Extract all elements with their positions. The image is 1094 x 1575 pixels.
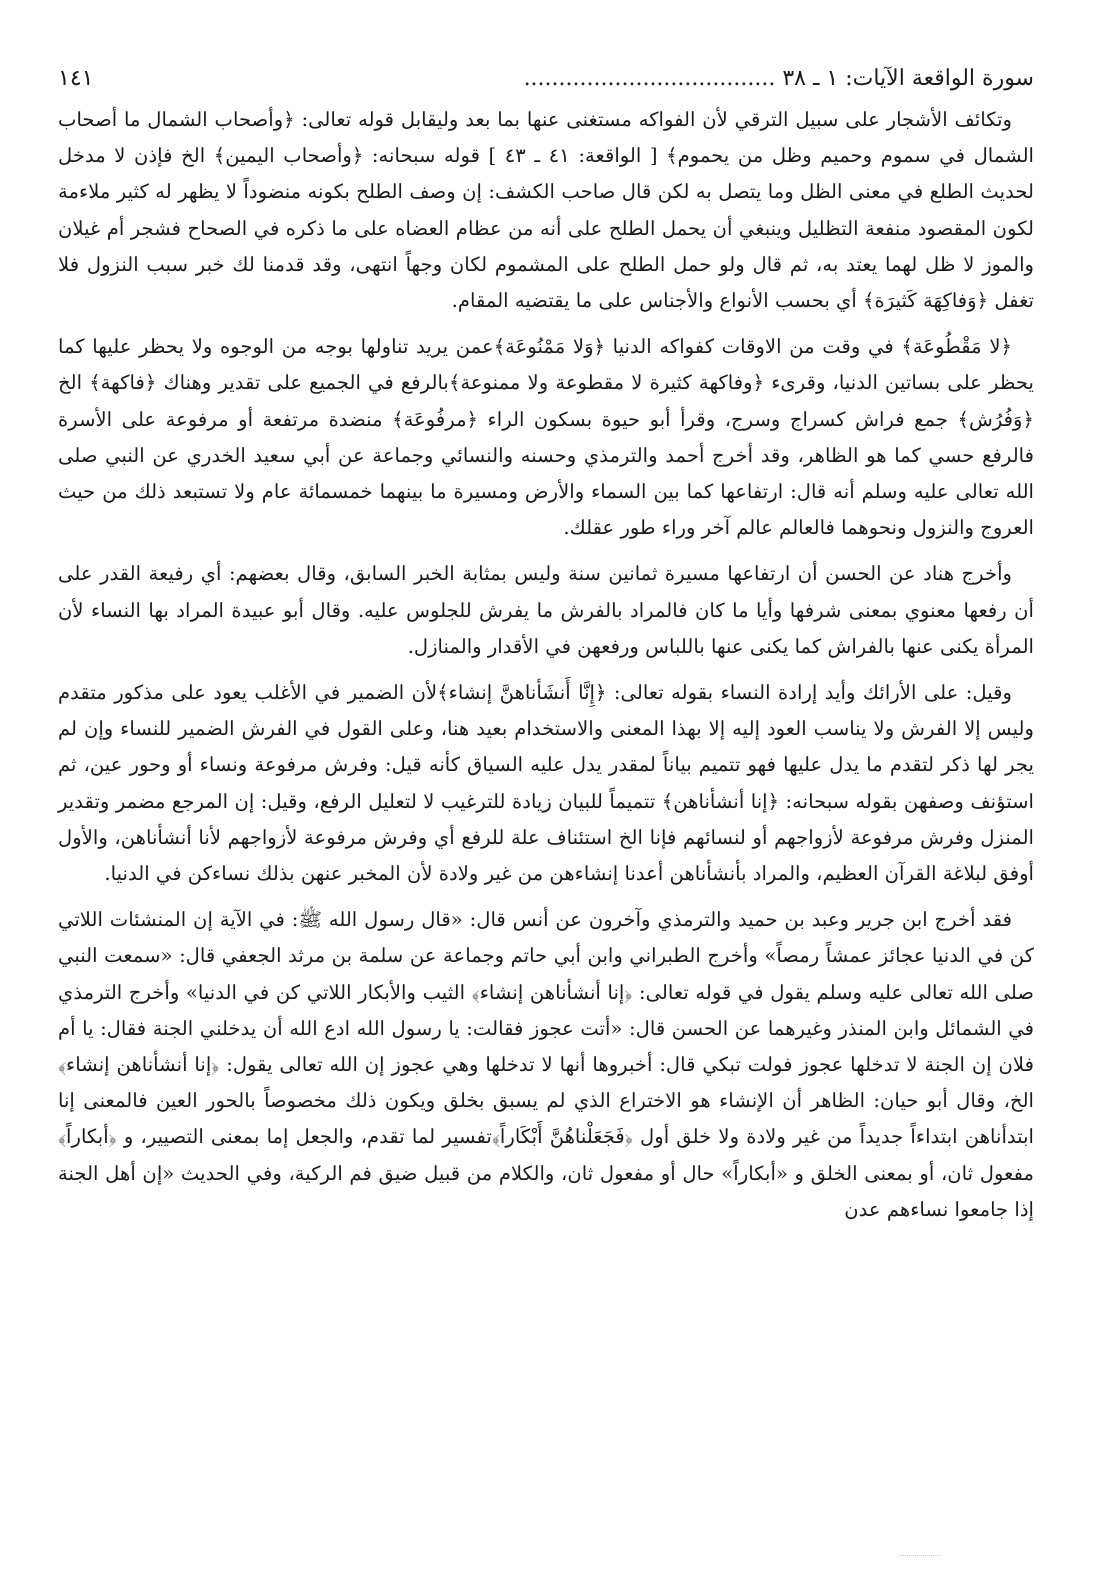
paragraph-4: وقيل: على الأرائك وأيد إرادة النساء بقوله تعالى: ﴿إِنَّا أَنشَأناهنَّ إنشاء﴾لأن الضمير في الأغلب يعود على مذكور متقدم وليس إلا الفرش ولا يناسب العود إليه إلا بهذا المعنى والاستخدام بعيد هنا، وعلى القول في الفرش الضمير للنساء وإن لم يجر لها ذكر لتقدم ما يدل عليها فهو تتميم بياناً لمقدر يدل عليه السياق كأنه قيل: وفرش مرفوعة ونساء أو وحور عين، ثم استؤنف وصفهن بقوله سبحانه: ﴿إنا أنشأناهن﴾ تتميماً للبيان زيادة للترغيب لا لتعليل الرفع، وقيل: إن المرجع مضمر وتقدير المنزل وفرش مرفوعة لأزواجهم أو لنسائهم فإنا الخ استئناف علة للرفع أي وفرش مرفوعة لأزواجهم لأنا أنشأناهن، والأول أوفق لبلاغة القرآن العظيم، والمراد بأنشأناهن أعدنا إنشاءهن من غير ولادة لأن المخبر عنهن بذلك نساءكن في الدنيا.	[58, 681, 1034, 886]
paragraph-gap	[58, 892, 1034, 902]
paragraph-gap	[58, 319, 1034, 329]
paragraph-2: ﴿لا مَقْطُوعَة﴾ في وقت من الاوقات كفواكه الدنيا ﴿وَلا مَمْنُوعَة﴾عمن يريد تناولها بوجه من الوجوه ولا يحظر عليها كما يحظر على بساتين الدنيا، وقرىء ﴿وفاكهة كثيرة لا مقطوعة ولا ممنوعة﴾بالرفع في الجميع على تقدير وهناك ﴿فاكهة﴾ الخ ﴿وَفُرُش﴾ جمع فراش كسراج وسرج، وقرأ أبو حيوة بسكون الراء ﴿مرفُوعَة﴾ منضدة مرتفعة أو مرفوعة على الأسرة فالرفع حسي كما هو الظاهر، وقد أخرج أحمد والترمذي وحسنه والنسائي وجماعة عن أبي سعيد الخدري عن النبي صلى الله تعالى عليه وسلم أنه قال: ارتفاعها كما بين السماء والأرض ومسيرة ما بينهما خمسمائة عام ولا تستبعد ذلك من حيث العروج والنزول ونحوهما فالعالم عالم آخر وراء طور عقلك.	[58, 335, 1034, 540]
page-number: ١٤١	[58, 66, 94, 91]
leader-dots: ....................................	[523, 66, 776, 91]
paragraph-gap	[58, 665, 1034, 675]
paragraph-3: وأخرج هناد عن الحسن أن ارتفاعها مسيرة ثمانين سنة وليس بمثابة الخبر السابق، وقال بعضهم: أي رفيعة القدر على أن رفعها معنوي بمعنى شرفها وأيا ما كان فالمراد بالفرش ما يفرش للجلوس عليه. وقال أبو عبيدة المراد بها النساء لأن المرأة يكنى عنها بالفراش كما يكنى عنها باللباس ورفعهن في الأقدار والمنازل.	[58, 562, 1034, 658]
scan-artifact	[900, 1555, 940, 1560]
paragraph-1: وتكائف الأشجار على سبيل الترقي لأن الفواكه مستغنى عنها بما بعد وليقابل قوله تعالى: ﴿وأصحاب الشمال ما أصحاب الشمال في سموم وحميم وظل من يحموم﴾ [ الواقعة: ٤١ ـ ٤٣ ] قوله سبحانه: ﴿وأصحاب اليمين﴾ الخ فإذن لا مدخل لحديث الطلع في معنى الظل وما يتصل به لكن قال صاحب الكشف: إن وصف الطلح بكونه منضوداً لا يظهر له كثير ملاءمة لكون المقصود منفعة التظليل وينبغي أن يحمل الطلح على أنه من عظام العضاه على ما ذكره في الصحاح فشجر أم غيلان والموز لا ظل لهما يعتد به، ثم قال ولو حمل الطلح على المشموم لكان وجهاً انتهى، وقد قدمنا لك خبر سبب النزول فلا تغفل ﴿وَفاكِهَة كَثيرَة﴾ أي بحسب الأنواع والأجناس على ما يقتضيه المقام.	[58, 108, 1034, 313]
running-header	[58, 60, 1034, 98]
paragraph-gap	[58, 546, 1034, 556]
running-title	[101, 60, 1034, 98]
surah-title: سورة الواقعة الآيات: ١ ـ ٣٨	[782, 66, 1034, 91]
paragraph-5: فقد أخرج ابن جرير وعبد بن حميد والترمذي وآخرون عن أنس قال: «قال رسول الله ﷺ: في الآية إن المنشئات اللاتي كن في الدنيا عجائز عمشاً رمصاً» وأخرج الطبراني وابن أبي حاتم وجماعة عن سلمة بن مرثد الجعفي قال: «سمعت النبي صلى الله تعالى عليه وسلم يقول في قوله تعالى: ﴿إنا أنشأناهن إنشاء﴾ الثيب والأبكار اللاتي كن في الدنيا» وأخرج الترمذي في الشمائل وابن المنذر وغيرهما عن الحسن قال: «أتت عجوز فقالت: يا رسول الله ادع الله أن يدخلني الجنة فقال: يا أم فلان إن الجنة لا تدخلها عجوز فولت تبكي قال: أخبروها أنها لا تدخلها وهي عجوز إن الله تعالى يقول: ﴿إنا أنشأناهن إنشاء﴾ الخ، وقال أبو حيان: الظاهر أن الإنشاء هو الاختراع الذي لم يسبق بخلق ويكون ذلك مخصوصاً بالحور العين فالمعنى إنا ابتدأناهن ابتداءاً جديداً من غير ولادة ولا خلق أول ﴿فَجَعَلْناهُنَّ أَبْكَاراً﴾تفسير لما تقدم، والجعل إما بمعنى التصيير، و ﴿أبكاراً﴾ مفعول ثان، أو بمعنى الخلق و «أبكاراً» حال أو مفعول ثان، والكلام من قبيل ضيق فم الركية، وفي الحديث «إن أهل الجنة إذا جامعوا نساءهم عدن	[58, 908, 1034, 1221]
book-page	[58, 60, 1034, 1228]
body-text	[58, 102, 1034, 1228]
